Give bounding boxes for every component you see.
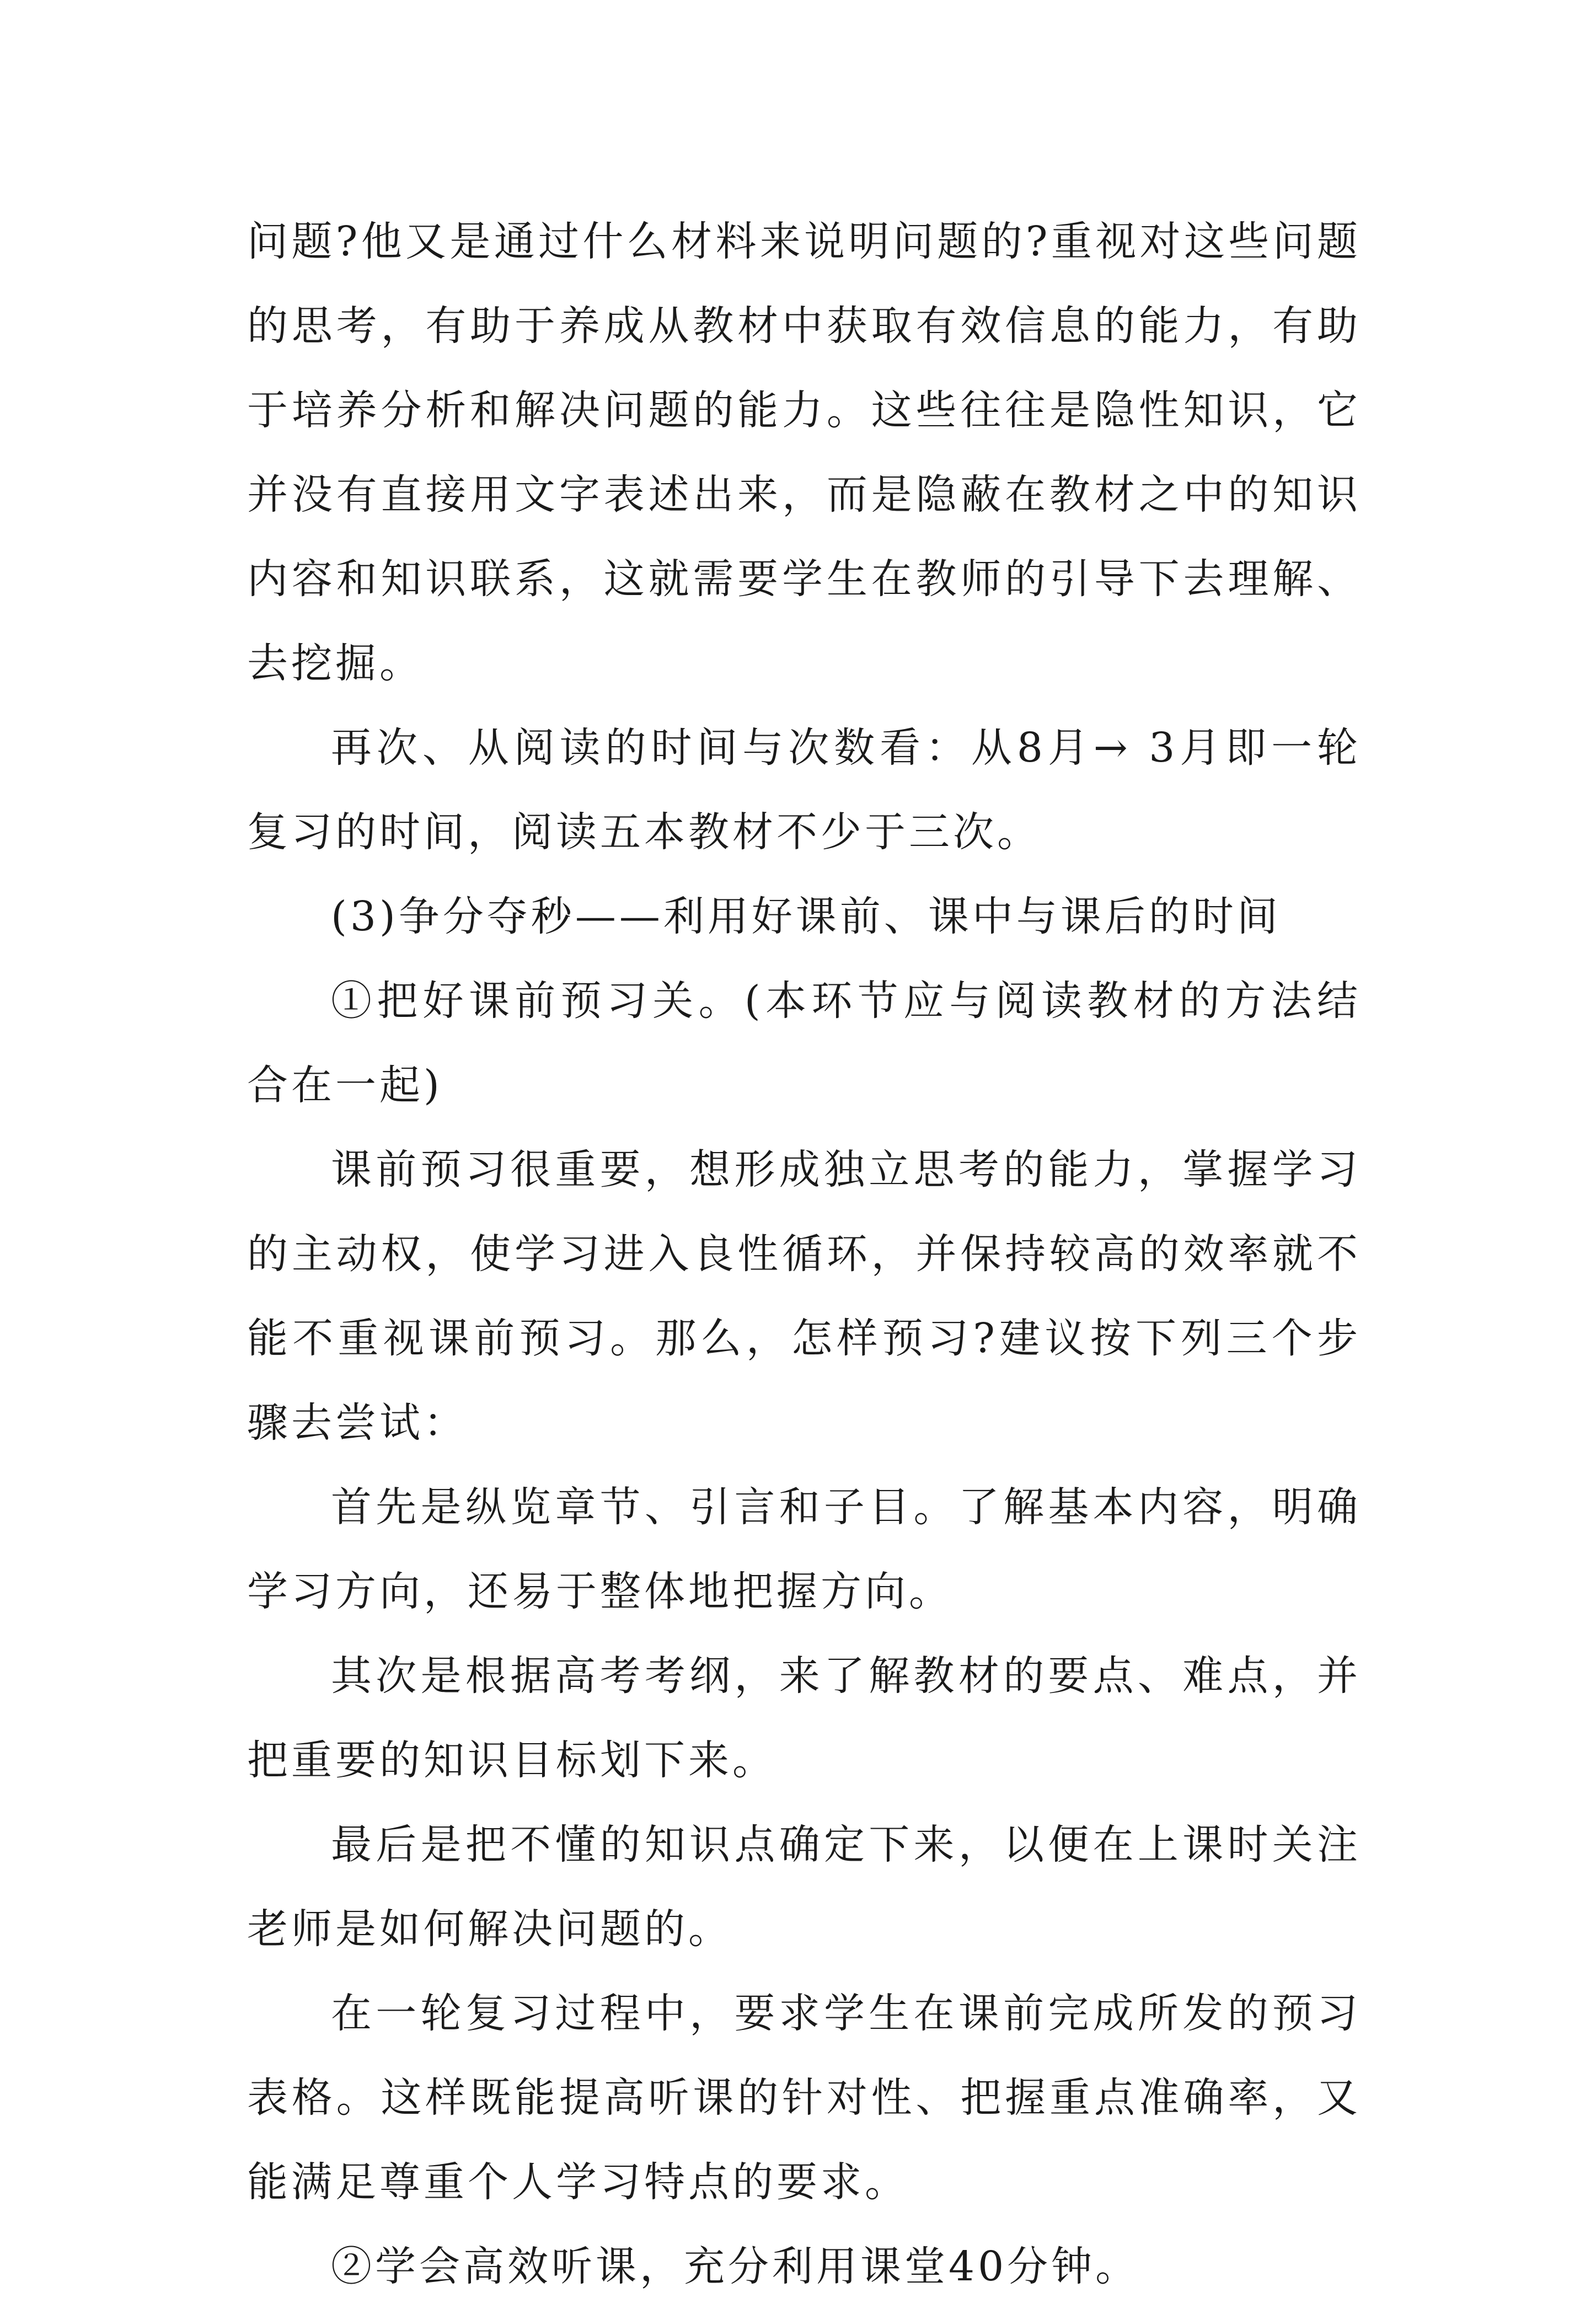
subheading-listening: ②学会高效听课，充分利用课堂40分钟。 [331, 2243, 1140, 2290]
section-heading-3: (3)争分夺秒——利用好课前、课中与课后的时间 [331, 893, 1281, 940]
paragraph-reading-time: 再次、从阅读的时间与次数看：从8月→ 3月即一轮复习的时间，阅读五本教材不少于三次。 [247, 724, 1361, 856]
body-text [247, 200, 1361, 2309]
paragraph-preview-form: 在一轮复习过程中，要求学生在课前完成所发的预习表格。这样既能提高听课的针对性、把握重点准确率，又能满足尊重个人学习特点的要求。 [247, 1990, 1361, 2206]
paragraph-step-first: 首先是纵览章节、引言和子目。了解基本内容，明确学习方向，还易于整体地把握方向。 [247, 1483, 1361, 1615]
paragraph-step-last: 最后是把不懂的知识点确定下来，以便在上课时关注老师是如何解决问题的。 [247, 1821, 1361, 1953]
subheading-preview: ①把好课前预习关。(本环节应与阅读教材的方法结合在一起) [247, 977, 1361, 1109]
paragraph-preview-importance: 课前预习很重要，想形成独立思考的能力，掌握学习的主动权，使学习进入良性循环，并保持较高的效率就不能不重视课前预习。那么，怎样预习?建议按下列三个步骤去尝试： [247, 1146, 1361, 1447]
paragraph-step-second: 其次是根据高考考纲，来了解教材的要点、难点，并把重要的知识目标划下来。 [247, 1652, 1361, 1784]
paragraph-continuation: 问题?他又是通过什么材料来说明问题的?重视对这些问题的思考，有助于养成从教材中获取有效信息的能力，有助于培养分析和解决问题的能力。这些往往是隐性知识，它并没有直接用文字表述出来，而是隐蔽在教材之中的知识内容和知识联系，这就需要学生在教师的引导下去理解、去挖掘。 [247, 218, 1361, 687]
